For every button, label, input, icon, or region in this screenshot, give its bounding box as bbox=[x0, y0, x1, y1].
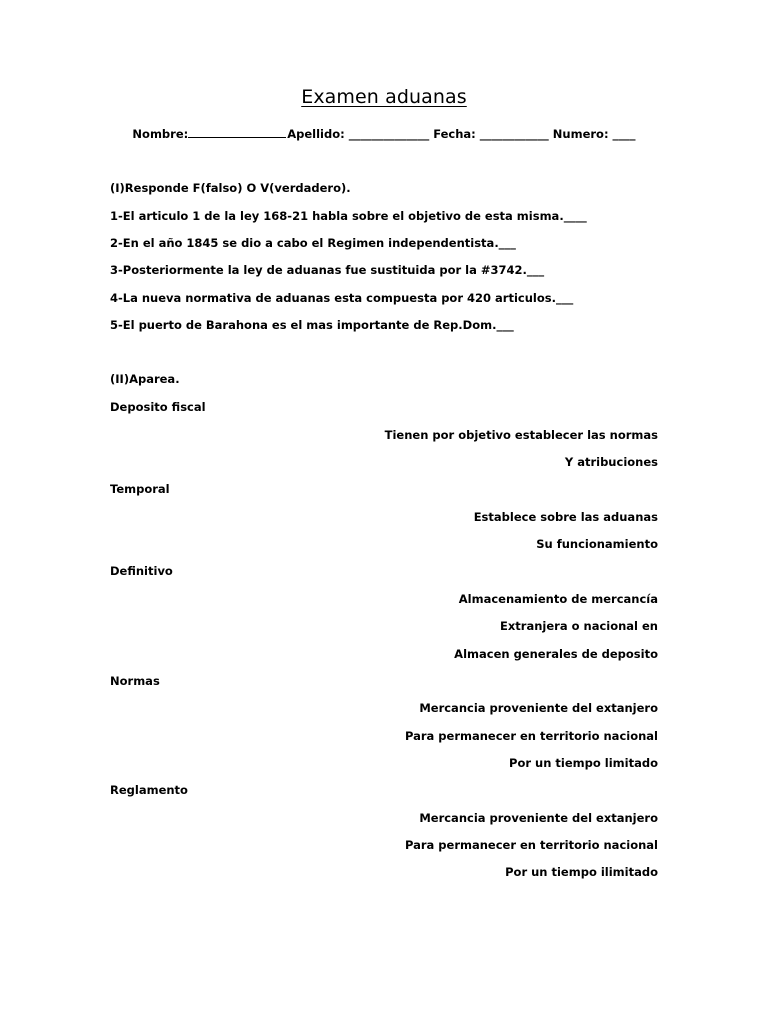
term-deposito-fiscal: Deposito fiscal bbox=[110, 400, 206, 414]
section-1-heading: (I)Responde F(falso) O V(verdadero). bbox=[110, 181, 351, 195]
definition-line: Almacen generales de deposito bbox=[454, 647, 658, 661]
term-reglamento: Reglamento bbox=[110, 783, 188, 797]
definition-line: Tienen por objetivo establecer las normas bbox=[384, 428, 658, 442]
header-rest-fields: Apellido: ______________ Fecha: ____________ Numero: ____ bbox=[287, 127, 636, 141]
page-title: Examen aduanas bbox=[301, 86, 467, 108]
definition-line: Y atribuciones bbox=[564, 455, 658, 469]
question-5: 5-El puerto de Barahona es el mas importante de Rep.Dom.___ bbox=[110, 318, 514, 332]
definition-line: Extranjera o nacional en bbox=[500, 619, 658, 633]
definition-line: Por un tiempo limitado bbox=[509, 756, 658, 770]
definition-line: Mercancia proveniente del extanjero bbox=[419, 811, 658, 825]
definition-line: Para permanecer en territorio nacional bbox=[404, 838, 658, 852]
definition-line: Establece sobre las aduanas bbox=[473, 510, 658, 524]
question-4: 4-La nueva normativa de aduanas esta compuesta por 420 articulos.___ bbox=[110, 291, 574, 305]
question-1: 1-El articulo 1 de la ley 168-21 habla sobre el objetivo de esta misma.____ bbox=[110, 209, 587, 223]
definition-line: Su funcionamiento bbox=[536, 537, 658, 551]
definition-line: Mercancia proveniente del extanjero bbox=[419, 701, 658, 715]
question-2: 2-En el año 1845 se dio a cabo el Regimen independentista.___ bbox=[110, 236, 516, 250]
nombre-blank bbox=[188, 126, 286, 138]
section-2-heading: (II)Aparea. bbox=[110, 372, 180, 386]
definition-line: Almacenamiento de mercancía bbox=[458, 592, 658, 606]
definition-line: Para permanecer en territorio nacional bbox=[404, 729, 658, 743]
question-3: 3-Posteriormente la ley de aduanas fue sustituida por la #3742.___ bbox=[110, 263, 545, 277]
definition-line: Por un tiempo ilimitado bbox=[505, 865, 658, 879]
term-normas: Normas bbox=[110, 674, 160, 688]
student-info-line bbox=[0, 126, 768, 141]
nombre-label: Nombre: bbox=[132, 127, 189, 141]
term-definitivo: Definitivo bbox=[110, 564, 173, 578]
term-temporal: Temporal bbox=[110, 482, 170, 496]
